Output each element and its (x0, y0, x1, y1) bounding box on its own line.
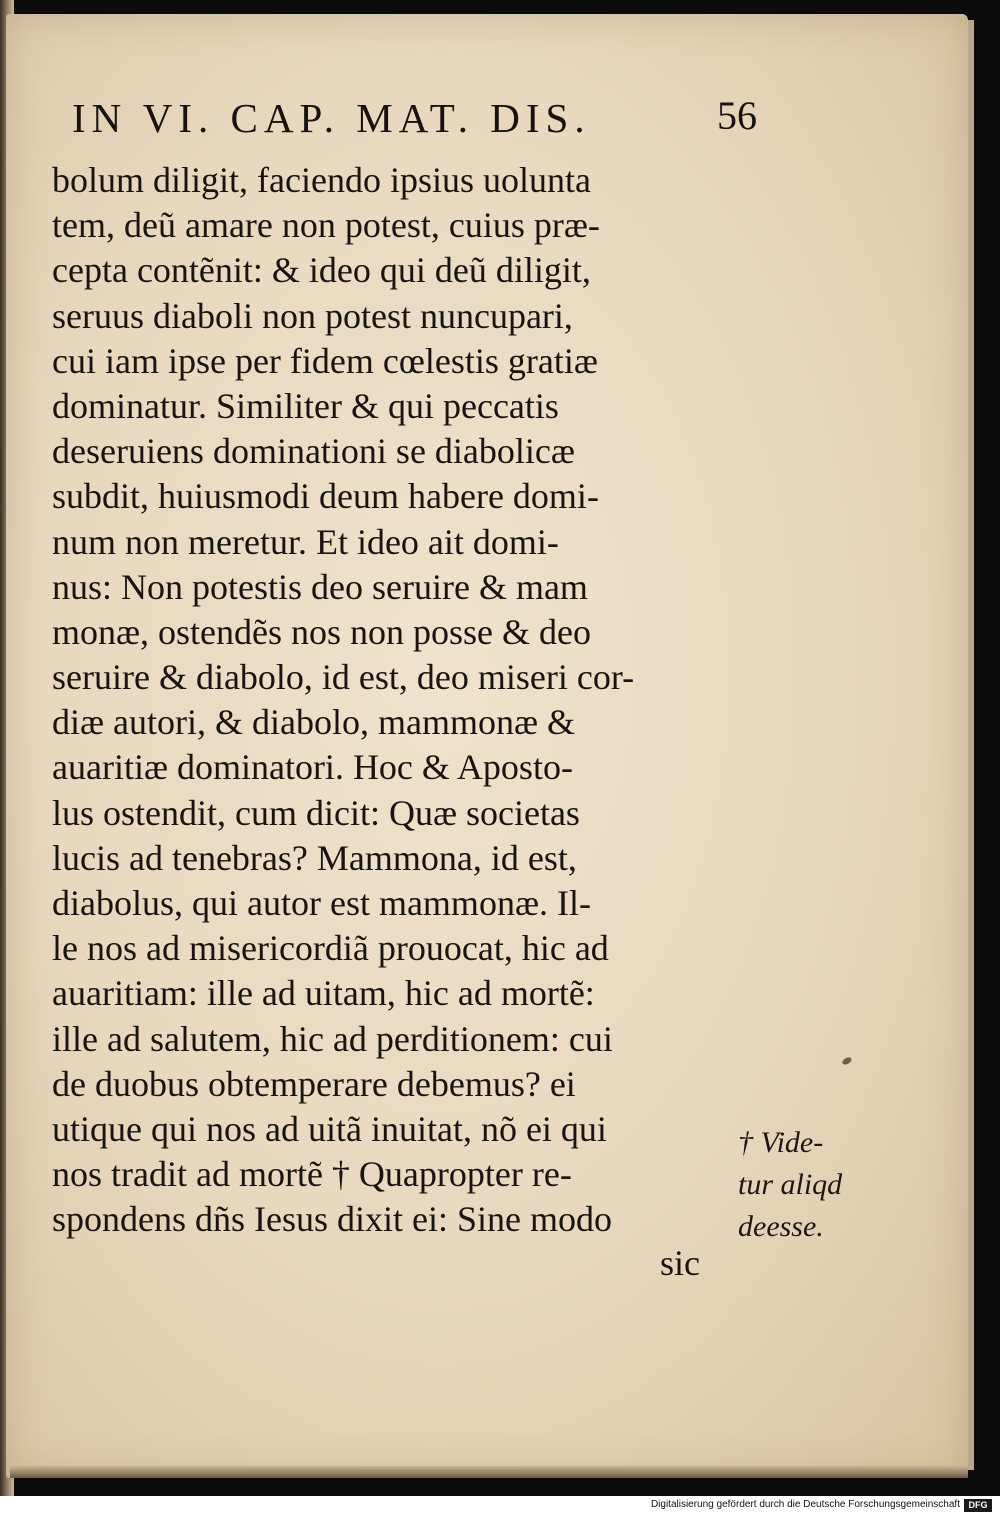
text-line: seruus diaboli non potest nuncupari, (52, 295, 573, 336)
margin-note-line: † Vide- (738, 1126, 824, 1159)
text-line: nos tradit ad mortẽ † Quapropter re- (52, 1154, 572, 1195)
folio-number: 56 (717, 93, 757, 138)
footer-bar (0, 1496, 1000, 1516)
text-line: dominatur. Similiter & qui peccatis (52, 385, 559, 426)
text-block (52, 158, 722, 1243)
text-line: utique qui nos ad uitã inuitat, nõ ei qui (52, 1108, 607, 1149)
text-line: auaritiam: ille ad uitam, hic ad mortẽ: (52, 973, 595, 1014)
text-line: deseruiens dominationi se diabolicæ (52, 431, 575, 472)
text-line: diæ autori, & diabolo, mammonæ & (52, 702, 575, 743)
text-line: lus ostendit, cum dicit: Quæ societas (52, 792, 580, 833)
text-line: num non meretur. Et ideo ait domi- (52, 521, 559, 562)
dfg-logo: DFG (964, 1499, 992, 1512)
text-line: auaritiæ dominatori. Hoc & Aposto- (52, 747, 573, 788)
text-line: cepta contẽnit: & ideo qui deũ diligit, (52, 250, 591, 291)
text-line: diabolus, qui autor est mammonæ. Il- (52, 883, 591, 923)
running-title: IN VI. CAP. MAT. DIS. (72, 95, 591, 141)
funding-credit: Digitalisierung gefördert durch die Deutsche Forschungsgemeinschaft (650, 1499, 960, 1510)
text-line: monæ, ostendẽs nos non posse & deo (52, 611, 591, 652)
margin-note (738, 1122, 878, 1248)
running-head (72, 94, 772, 142)
text-line: ille ad salutem, hic ad perditionem: cui (52, 1018, 613, 1059)
text-line: subdit, huiusmodi deum habere domi- (52, 476, 599, 517)
catchword: sic (660, 1243, 700, 1283)
text-line: cui iam ipse per fidem cœlestis gratiæ (52, 340, 598, 381)
text-line: nus: Non potestis deo seruire & mam (52, 566, 588, 607)
text-line: spondens dñs Iesus dixit ei: Sine modo (52, 1199, 612, 1240)
text-line: le nos ad misericordiã prouocat, hic ad (52, 928, 609, 969)
text-line: tem, deũ amare non potest, cuius præ- (52, 205, 600, 246)
text-line: lucis ad tenebras? Mammona, id est, (52, 837, 577, 878)
margin-note-line: tur aliqd (738, 1168, 843, 1201)
text-line: seruire & diabolo, id est, deo miseri cor- (52, 657, 635, 698)
page-fore-edge (968, 20, 974, 1470)
text-line: de duobus obtemperare debemus? ei (52, 1063, 576, 1104)
text-line: bolum diligit, faciendo ipsius uolunta (52, 160, 591, 200)
margin-note-line: deesse. (738, 1210, 824, 1243)
page-bottom-edge (10, 1466, 968, 1478)
